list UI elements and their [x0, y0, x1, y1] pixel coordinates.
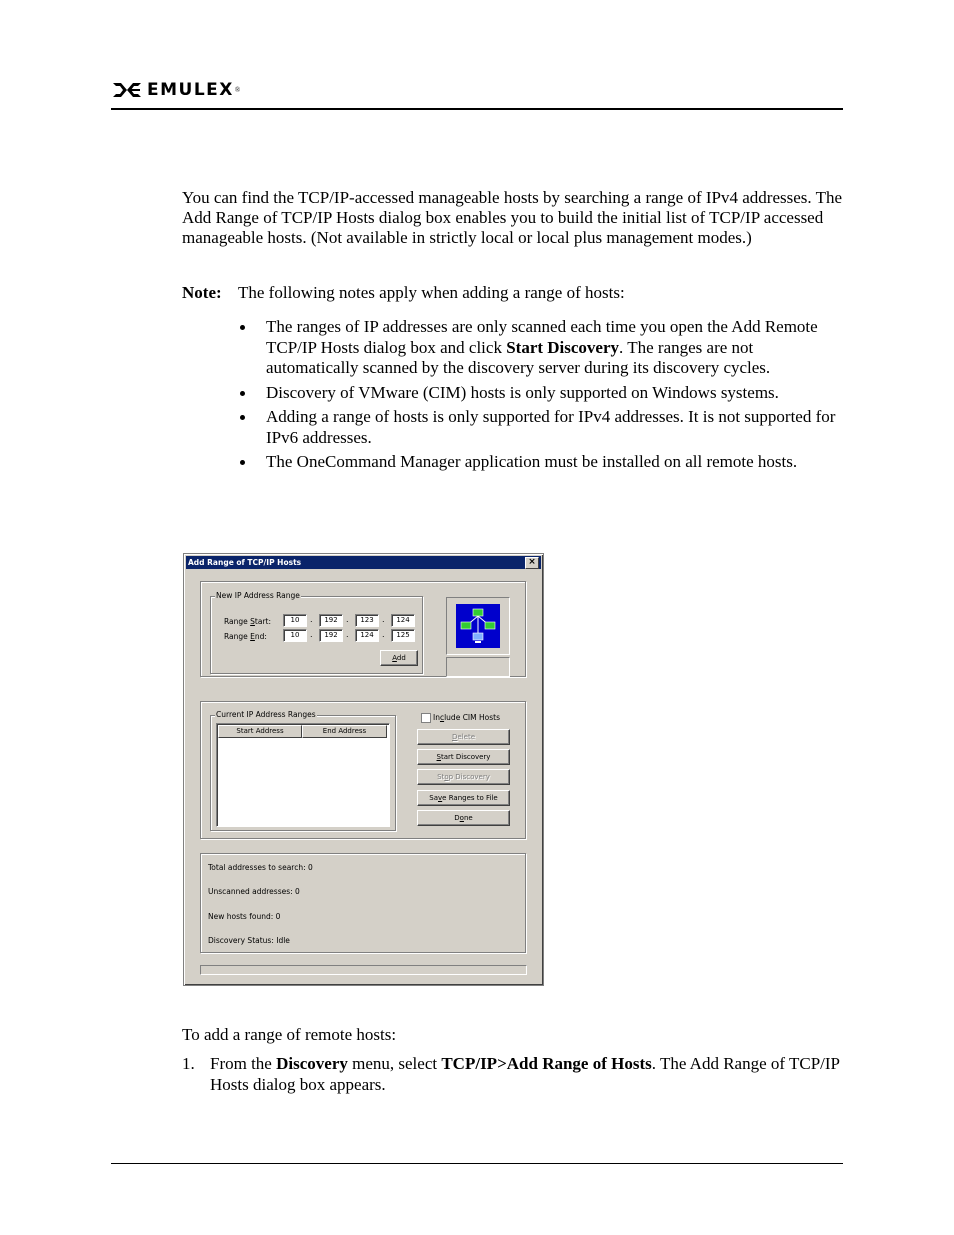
- note-label: Note:: [182, 283, 222, 302]
- range-start-label: Range Start:: [224, 617, 272, 626]
- step-text: From the Discovery menu, select TCP/IP>Add Range of Hosts. The Add Range of TCP/IP Hosts dialog box appears.: [210, 1054, 840, 1094]
- octet-separator: .: [310, 630, 313, 639]
- done-button[interactable]: Done: [417, 810, 510, 826]
- ranges-table[interactable]: [216, 723, 390, 827]
- range-end-octet-3[interactable]: 124: [355, 629, 379, 642]
- range-end-label: Range End:: [224, 632, 267, 641]
- bullet-text: Discovery of VMware (CIM) hosts is only supported on Windows systems.: [266, 382, 779, 402]
- bullet-icon: [240, 460, 245, 465]
- procedure-step: [182, 1054, 842, 1095]
- procedure-intro: To add a range of remote hosts:: [182, 1025, 397, 1044]
- current-ranges-panel: [200, 701, 526, 839]
- discovery-icon-frame: [446, 597, 510, 655]
- discovery-status-text: Discovery Status: Idle: [208, 936, 290, 945]
- list-item: [238, 407, 843, 448]
- total-addresses-text: Total addresses to search: 0: [208, 863, 313, 872]
- step-number: 1.: [182, 1054, 195, 1073]
- footer-rule: [111, 1163, 843, 1164]
- octet-separator: .: [382, 630, 385, 639]
- column-header-start-address[interactable]: Start Address: [218, 725, 302, 738]
- stop-discovery-button[interactable]: Stop Discovery: [417, 769, 510, 785]
- status-panel: [200, 853, 526, 953]
- progress-bar: [200, 965, 527, 975]
- close-button[interactable]: ×: [525, 557, 539, 569]
- bullet-text-end: . The ranges are not automatically scanned by the discovery server during its discovery cycles.: [266, 337, 771, 377]
- note: [182, 283, 625, 303]
- note-bullet-list: [238, 317, 843, 477]
- octet-separator: .: [310, 615, 313, 624]
- list-item: [238, 452, 843, 473]
- list-item: [238, 317, 843, 379]
- add-button[interactable]: Add: [380, 650, 418, 666]
- trademark-symbol: ®: [234, 86, 241, 94]
- note-text: The following notes apply when adding a range of hosts:: [238, 283, 625, 302]
- column-header-end-address[interactable]: End Address: [302, 725, 387, 738]
- octet-separator: .: [346, 615, 349, 624]
- list-item: [238, 383, 843, 404]
- range-start-octet-2[interactable]: 192: [319, 614, 343, 627]
- unscanned-addresses-text: Unscanned addresses: 0: [208, 887, 300, 896]
- dialog-title: Add Range of TCP/IP Hosts: [188, 558, 302, 567]
- delete-button[interactable]: Delete: [417, 729, 510, 745]
- start-discovery-button[interactable]: Start Discovery: [417, 749, 510, 765]
- bullet-icon: [240, 325, 245, 330]
- range-end-octet-1[interactable]: 10: [283, 629, 307, 642]
- add-range-dialog: [183, 553, 544, 986]
- octet-separator: .: [346, 630, 349, 639]
- bullet-icon: [240, 415, 245, 420]
- new-range-legend: New IP Address Range: [216, 591, 300, 600]
- intro-paragraph: You can find the TCP/IP-accessed manageable hosts by searching a range of IPv4 addresses. The Add Range of TCP/IP Hosts dialog box enables you to build the initial list of TCP/IP accessed manageable hosts. (Not available in strictly local or local plus management modes.): [182, 188, 843, 247]
- new-range-group: [210, 591, 423, 674]
- bullet-text: Adding a range of hosts is only supported for IPv4 addresses. It is not supported for IPv6 addresses.: [266, 407, 836, 447]
- emulex-logo-mark-icon: [112, 82, 142, 98]
- current-ranges-legend: Current IP Address Ranges: [216, 710, 316, 719]
- discovery-status-field: [446, 657, 510, 677]
- include-cim-hosts-label: Include CIM Hosts: [433, 713, 500, 722]
- new-hosts-found-text: New hosts found: 0: [208, 912, 281, 921]
- bullet-text: The ranges of IP addresses are only scanned each time you open the Add Remote TCP/IP Hosts dialog box and click: [266, 317, 818, 357]
- bullet-icon: [240, 391, 245, 396]
- dialog-titlebar: [186, 556, 541, 569]
- bullet-text: The OneCommand Manager application must be installed on all remote hosts.: [266, 452, 798, 471]
- network-hosts-icon: [456, 604, 500, 648]
- new-range-panel: [200, 581, 526, 677]
- include-cim-hosts-checkbox[interactable]: [421, 713, 431, 723]
- range-start-octet-1[interactable]: 10: [283, 614, 307, 627]
- header-rule: [111, 108, 843, 110]
- brand-logo: [112, 80, 240, 100]
- current-ranges-group: [210, 710, 396, 831]
- bullet-bold-text: Start Discovery: [506, 337, 620, 357]
- range-end-octet-4[interactable]: 125: [391, 629, 415, 642]
- octet-separator: .: [382, 615, 385, 624]
- range-end-octet-2[interactable]: 192: [319, 629, 343, 642]
- save-ranges-button[interactable]: Save Ranges to File: [417, 790, 510, 806]
- brand-name: EMULEX: [147, 80, 234, 100]
- range-start-octet-3[interactable]: 123: [355, 614, 379, 627]
- range-start-octet-4[interactable]: 124: [391, 614, 415, 627]
